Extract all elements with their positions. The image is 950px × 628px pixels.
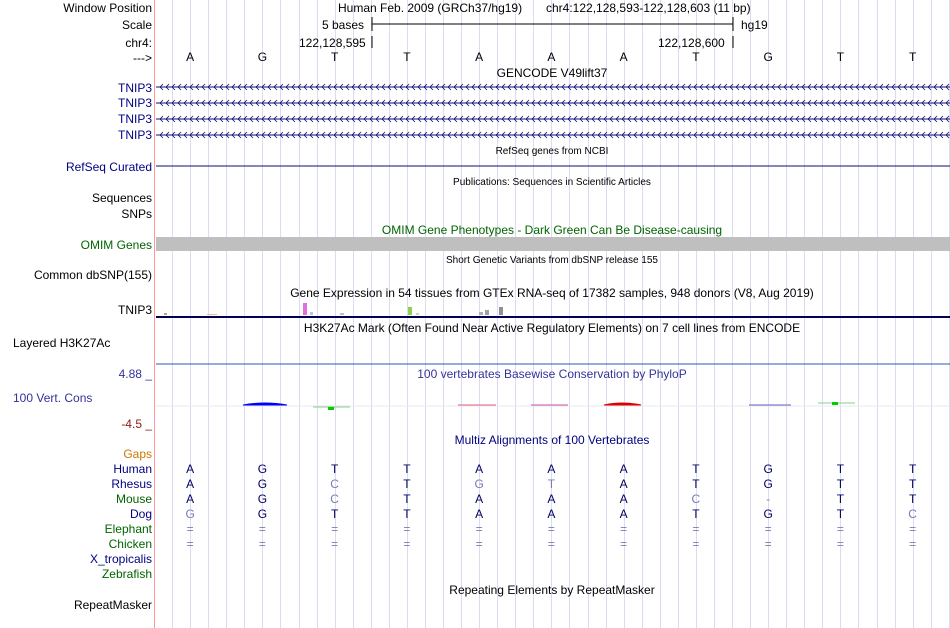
reference-base: A xyxy=(475,50,484,64)
alignment-base: = xyxy=(620,522,628,536)
alignment-base: T xyxy=(330,507,339,521)
gtex-title: Gene Expression in 54 tissues from GTEx RNA-seq of 17382 samples, 948 donors (V8, Aug 2019) xyxy=(290,286,814,300)
species-label-human[interactable]: Human xyxy=(113,462,152,476)
cons-min-label: -4.5 _ xyxy=(121,417,152,431)
common-dbsnp-label[interactable]: Common dbSNP(155) xyxy=(33,268,152,282)
alignment-base: = xyxy=(475,522,483,536)
alignment-base: = xyxy=(547,522,555,536)
alignment-base: A xyxy=(547,507,556,521)
alignment-base: = xyxy=(692,522,700,536)
gtex-gene-label[interactable]: TNIP3 xyxy=(117,303,152,317)
strand-label[interactable]: ---> xyxy=(133,51,152,65)
alignment-base: G xyxy=(763,507,773,521)
alignment-base: = xyxy=(764,537,772,551)
alignment-base: A xyxy=(619,462,628,476)
alignment-base: G xyxy=(763,462,773,476)
alignment-base: C xyxy=(330,477,339,491)
reference-base: A xyxy=(619,50,628,64)
alignment-base: A xyxy=(475,492,484,506)
alignment-base: A xyxy=(547,462,556,476)
alignment-base: A xyxy=(619,507,628,521)
alignment-base: A xyxy=(619,477,628,491)
alignment-base: T xyxy=(330,462,339,476)
alignment-base: G xyxy=(257,507,268,521)
phylop-graph xyxy=(156,402,950,410)
alignment-base: A xyxy=(475,462,484,476)
alignment-base: A xyxy=(186,492,195,506)
phylop-title: 100 vertebrates Basewise Conservation by PhyloP xyxy=(417,367,687,381)
alignment-base: = xyxy=(258,522,266,536)
species-label-dog[interactable]: Dog xyxy=(129,507,152,521)
coord-left: 122,128,595 xyxy=(299,36,366,50)
gencode-transcript-4[interactable]: TNIP3 xyxy=(117,128,152,142)
cons-track-label[interactable]: 100 Vert. Cons xyxy=(13,391,93,405)
db-text: hg19 xyxy=(741,18,768,32)
alignment-base: = xyxy=(620,537,628,551)
multiz-title: Multiz Alignments of 100 Vertebrates xyxy=(454,433,650,447)
repeatmasker-label[interactable]: RepeatMasker xyxy=(73,598,152,612)
alignment-base: T xyxy=(547,477,556,491)
alignment-base: = xyxy=(186,522,194,536)
alignment-base: T xyxy=(836,492,845,506)
alignment-base: - xyxy=(766,492,771,506)
scale-label[interactable]: Scale xyxy=(121,18,152,32)
assembly-text: Human Feb. 2009 (GRCh37/hg19) xyxy=(338,1,523,15)
gtex-bars xyxy=(164,303,503,315)
gencode-transcript-2[interactable]: TNIP3 xyxy=(117,96,152,110)
alignment-base: = xyxy=(475,537,483,551)
alignment-base: A xyxy=(186,477,195,491)
publications-title: Publications: Sequences in Scientific Articles xyxy=(453,177,651,188)
reference-base: T xyxy=(692,50,700,64)
gencode-title: GENCODE V49lift37 xyxy=(496,66,608,80)
alignment-base: G xyxy=(257,462,268,476)
alignment-base: = xyxy=(403,522,411,536)
alignment-base: A xyxy=(475,507,484,521)
reference-base: A xyxy=(186,50,195,64)
alignment-base: T xyxy=(403,477,411,491)
h3k27ac-title: H3K27Ac Mark (Often Found Near Active Regulatory Elements) on 7 cell lines from ENCODE xyxy=(303,321,801,335)
sequences-label[interactable]: Sequences xyxy=(91,191,152,205)
alignment-base: T xyxy=(403,462,411,476)
alignment-base: = xyxy=(331,522,339,536)
window-position-label[interactable]: Window Position xyxy=(63,1,152,15)
alignment-base: A xyxy=(186,462,195,476)
alignment-base: G xyxy=(763,477,773,491)
omim-title: OMIM Gene Phenotypes - Dark Green Can Be Disease-causing xyxy=(381,223,723,237)
gaps-label[interactable]: Gaps xyxy=(123,447,152,461)
alignment-base: = xyxy=(836,537,844,551)
alignment-base: = xyxy=(692,537,700,551)
alignment-base: = xyxy=(186,537,194,551)
alignment-base: = xyxy=(909,537,917,551)
reference-base: T xyxy=(330,50,339,64)
alignment-base: G xyxy=(185,507,195,521)
cons-max-label: 4.88 _ xyxy=(118,367,152,381)
alignment-base: T xyxy=(908,462,917,476)
omim-label[interactable]: OMIM Genes xyxy=(80,238,152,252)
coord-right: 122,128,600 xyxy=(658,36,725,50)
alignment-base: = xyxy=(547,537,555,551)
chrom-label[interactable]: chr4: xyxy=(125,36,152,50)
dbsnp-title: Short Genetic Variants from dbSNP release 155 xyxy=(446,255,658,266)
species-label-mouse[interactable]: Mouse xyxy=(115,492,152,506)
species-label-rhesus[interactable]: Rhesus xyxy=(111,477,152,491)
alignment-base: = xyxy=(909,522,917,536)
alignment-base: T xyxy=(908,477,917,491)
alignment-base: = xyxy=(331,537,339,551)
repeatmasker-title: Repeating Elements by RepeatMasker xyxy=(449,583,655,597)
snps-label[interactable]: SNPs xyxy=(121,207,152,221)
reference-base: T xyxy=(908,50,917,64)
alignment-base: A xyxy=(547,492,556,506)
alignment-base: = xyxy=(764,522,772,536)
alignment-base: T xyxy=(908,492,917,506)
reference-base: T xyxy=(836,50,845,64)
reference-base: G xyxy=(763,50,773,64)
species-label-zebrafish[interactable]: Zebrafish xyxy=(101,567,152,581)
layered-h3k27ac-label[interactable]: Layered H3K27Ac xyxy=(13,336,111,350)
alignment-base: C xyxy=(691,492,701,506)
alignment-base: = xyxy=(836,522,844,536)
species-label-elephant[interactable]: Elephant xyxy=(104,522,152,536)
omim-gene-bar xyxy=(156,237,950,251)
alignment-base: T xyxy=(403,492,411,506)
alignment-base: T xyxy=(692,462,700,476)
alignment-base: C xyxy=(330,492,339,506)
reference-base: G xyxy=(257,50,268,64)
alignment-base: T xyxy=(692,477,700,491)
reference-base: T xyxy=(403,50,411,64)
alignment-base: = xyxy=(403,537,411,551)
alignment-base: A xyxy=(619,492,628,506)
refseq-title: RefSeq genes from NCBI xyxy=(495,146,609,157)
species-label-chicken[interactable]: Chicken xyxy=(108,537,152,551)
scale-bar-text: 5 bases xyxy=(322,18,365,32)
alignment-base: T xyxy=(836,462,845,476)
species-label-x_tropicalis[interactable]: X_tropicalis xyxy=(89,552,152,566)
alignment-base: T xyxy=(836,477,845,491)
position-text: chr4:122,128,593-122,128,603 (11 bp) xyxy=(546,1,751,15)
alignment-base: = xyxy=(258,537,266,551)
refseq-label[interactable]: RefSeq Curated xyxy=(65,160,152,174)
gencode-transcript-1[interactable]: TNIP3 xyxy=(117,81,152,95)
reference-base: A xyxy=(547,50,556,64)
gencode-transcript-3[interactable]: TNIP3 xyxy=(117,112,152,126)
alignment-base: T xyxy=(836,507,845,521)
alignment-base: G xyxy=(474,477,484,491)
alignment-base: G xyxy=(257,492,268,506)
alignment-base: T xyxy=(692,507,700,521)
alignment-base: T xyxy=(403,507,411,521)
alignment-base: G xyxy=(257,477,268,491)
alignment-base: C xyxy=(908,507,917,521)
